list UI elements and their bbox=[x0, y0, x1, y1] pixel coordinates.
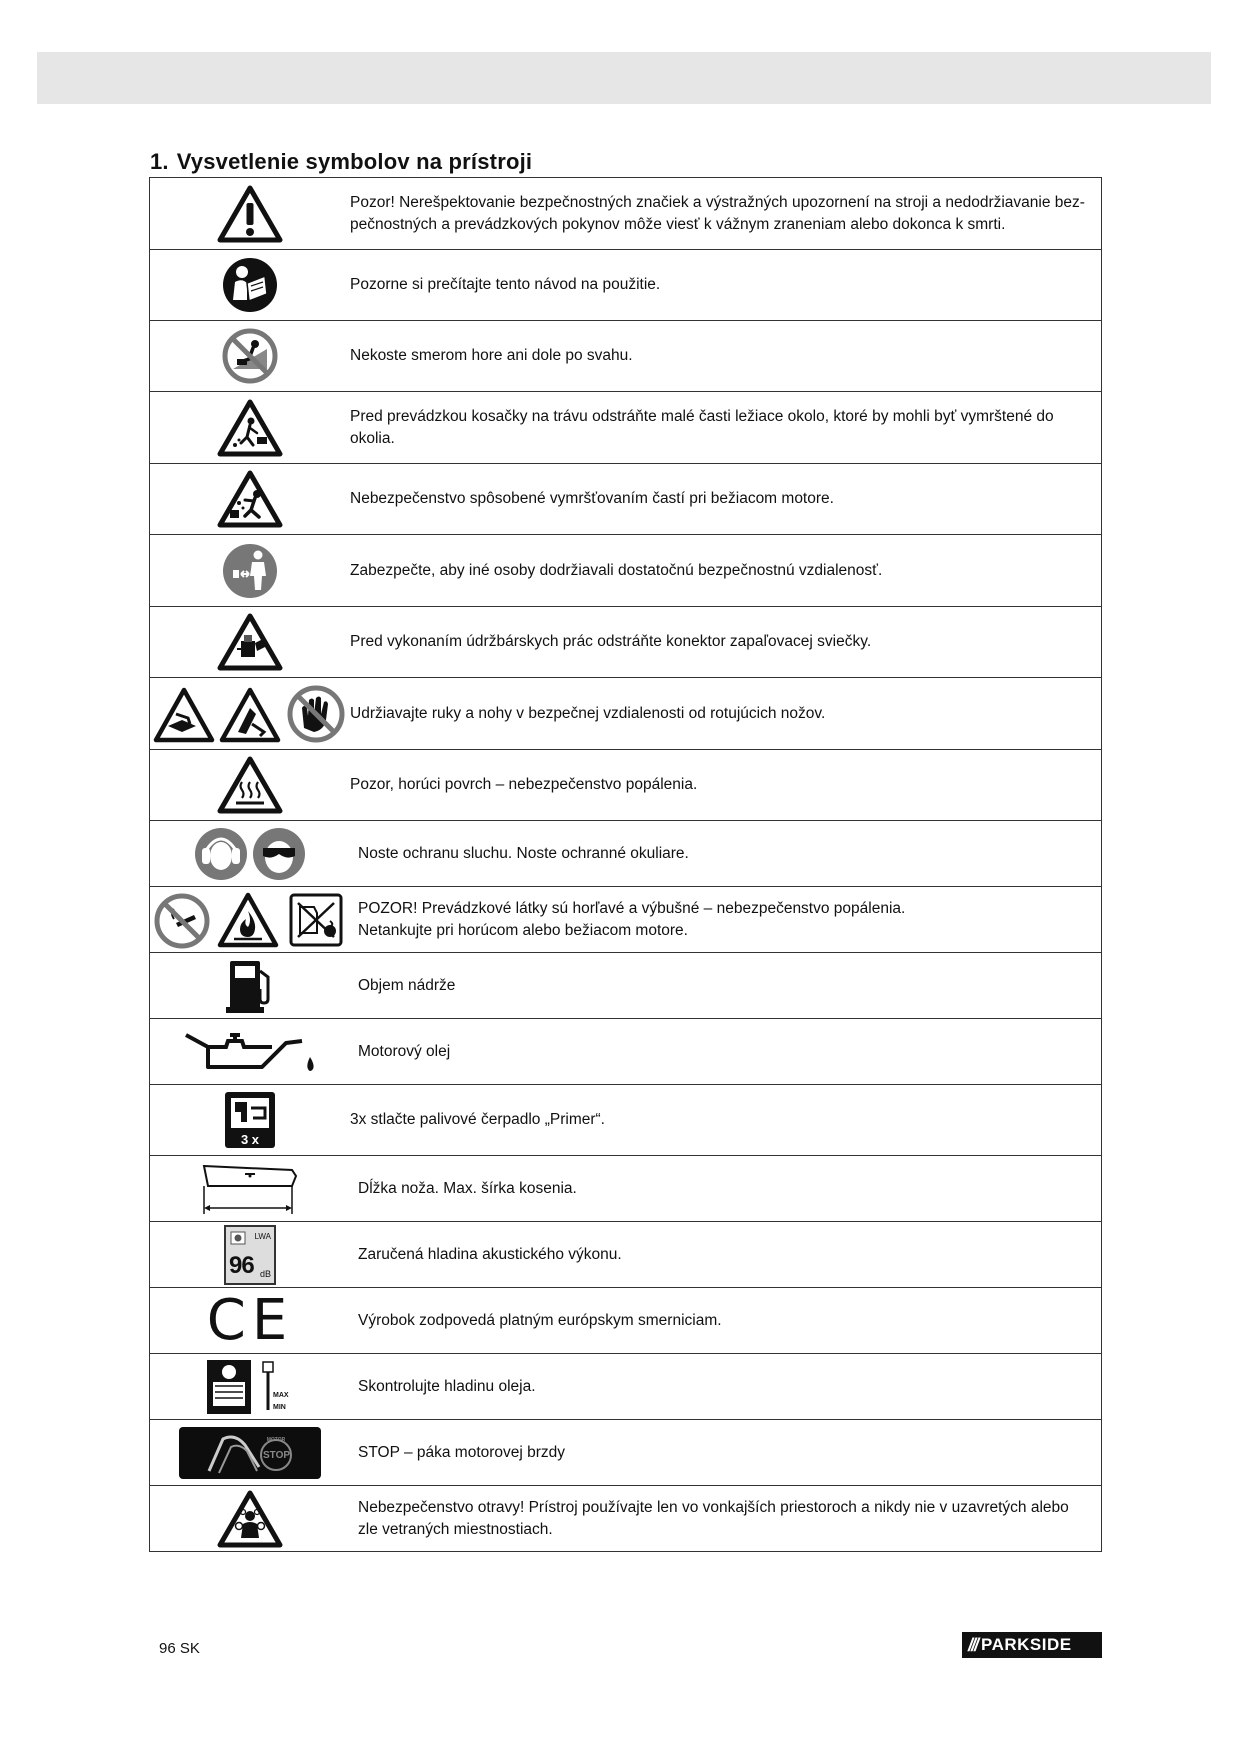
oil-can-icon bbox=[182, 1027, 318, 1077]
section-title: Vysvetlenie symbolov na prístroji bbox=[176, 149, 533, 174]
ear-eye-protection-icons bbox=[190, 826, 310, 882]
row-text: Nebezpečenstvo spôsobené vymršťovaním častí pri bežiacom motore. bbox=[350, 464, 1102, 535]
primer-bulb-icon bbox=[225, 1092, 275, 1132]
row-text: Zabezpečte, aby iné osoby dodržiavali dostatočnú bezpečnostnú vzdialenosť. bbox=[350, 535, 1102, 607]
table-row bbox=[150, 1085, 1102, 1156]
row-text: Noste ochranu sluchu. Noste ochranné okuliare. bbox=[350, 821, 1102, 887]
page-number: 96 SK bbox=[159, 1640, 200, 1657]
thrown-objects-icon bbox=[217, 470, 283, 528]
row-text-second-line: Netankujte pri horúcom alebo bežiacom motore. bbox=[358, 921, 688, 939]
table-row bbox=[150, 1156, 1102, 1222]
table-row bbox=[150, 678, 1102, 750]
logo-brand: PARKSIDE bbox=[981, 1635, 1072, 1654]
table-row bbox=[150, 392, 1102, 464]
table-row bbox=[150, 250, 1102, 321]
oil-min-label: MIN bbox=[273, 1403, 286, 1411]
table-row bbox=[150, 1420, 1102, 1486]
page-heading bbox=[150, 149, 532, 175]
oil-level-icon bbox=[205, 1358, 295, 1416]
no-slope-mowing-icon bbox=[221, 327, 279, 385]
engine-brake-icon bbox=[179, 1427, 321, 1479]
table-row bbox=[150, 607, 1102, 678]
fuel-pump-icon bbox=[222, 957, 278, 1015]
table-row bbox=[150, 887, 1102, 953]
hot-surface-icon bbox=[217, 756, 283, 814]
sound-power-icon bbox=[224, 1225, 276, 1285]
poisoning-icon bbox=[217, 1490, 283, 1548]
keep-distance-icon bbox=[221, 542, 279, 600]
row-text: Skontrolujte hladinu oleja. bbox=[350, 1354, 1102, 1420]
brake-motor-label: MOTOR bbox=[266, 1436, 286, 1443]
sound-power-value: 96 bbox=[229, 1251, 254, 1279]
primer-count-label: 3 x bbox=[240, 1132, 260, 1147]
section-number: 1. bbox=[150, 149, 169, 174]
blade-length-icon bbox=[200, 1162, 300, 1216]
flammable-fuel-icons bbox=[154, 891, 346, 949]
table-row bbox=[150, 821, 1102, 887]
row-text: Nekoste smerom hore ani dole po svahu. bbox=[350, 321, 1102, 392]
row-text: Pred prevádzkou kosačky na trávu odstráňte malé časti ležiace okolo, ktoré by mohli byť vymrštené do okolia. bbox=[350, 392, 1102, 464]
sound-power-unit: dB bbox=[259, 1268, 271, 1279]
row-text: Pozorne si prečítajte tento návod na použitie. bbox=[350, 250, 1102, 321]
table-row bbox=[150, 464, 1102, 535]
row-text: Zaručená hladina akustického výkonu. bbox=[350, 1222, 1102, 1288]
brake-stop-label: STOP bbox=[263, 1449, 291, 1461]
table-row bbox=[150, 1354, 1102, 1420]
table-row bbox=[150, 535, 1102, 607]
row-text: Pozor, horúci povrch – nebezpečenstvo popálenia. bbox=[350, 750, 1102, 821]
spark-plug-icon bbox=[217, 613, 283, 671]
row-text: Pozor! Nerešpektovanie bezpečnostných značiek a výstražných upozornení na stroji a nedodržiavanie bez-pečnostných a prevádzkových pokynov môže viesť k vážnym zraneniam alebo dokonca k smrti. bbox=[350, 178, 1102, 250]
sound-power-symbol: LWA bbox=[254, 1231, 271, 1241]
symbol-table bbox=[149, 177, 1102, 1552]
read-manual-icon bbox=[221, 256, 279, 314]
speaker-icon bbox=[230, 1231, 246, 1245]
row-text: POZOR! Prevádzkové látky sú horľavé a výbušné – nebezpečenstvo popálenia. bbox=[358, 899, 906, 917]
primer-icon bbox=[225, 1092, 275, 1148]
row-text: Dĺžka noža. Max. šírka kosenia. bbox=[350, 1156, 1102, 1222]
ce-mark-icon: CE bbox=[206, 1287, 294, 1353]
row-text: STOP – páka motorovej brzdy bbox=[350, 1420, 1102, 1486]
oil-max-label: MAX bbox=[273, 1391, 289, 1399]
table-row bbox=[150, 1222, 1102, 1288]
brake-lever-graphic bbox=[179, 1427, 321, 1479]
table-row bbox=[150, 953, 1102, 1019]
top-bar bbox=[37, 52, 1211, 104]
logo-stripes: /// bbox=[968, 1634, 978, 1655]
table-row bbox=[150, 1288, 1102, 1354]
warning-triangle-icon bbox=[217, 185, 283, 243]
table-row bbox=[150, 1019, 1102, 1085]
table-row bbox=[150, 321, 1102, 392]
row-text: 3x stlačte palivové čerpadlo „Primer“. bbox=[350, 1085, 1102, 1156]
table-row bbox=[150, 1486, 1102, 1552]
row-text: Nebezpečenstvo otravy! Prístroj používajte len vo vonkajších priestoroch a nikdy nie v uzavretých alebo zle vetraných miestnostiach. bbox=[350, 1486, 1102, 1552]
remove-debris-icon bbox=[217, 399, 283, 457]
row-text: Pred vykonaním údržbárskych prác odstráňte konektor zapaľovacej sviečky. bbox=[350, 607, 1102, 678]
row-text: Udržiavajte ruky a nohy v bezpečnej vzdialenosti od rotujúcich nožov. bbox=[350, 678, 1102, 750]
table-row bbox=[150, 750, 1102, 821]
row-text: Motorový olej bbox=[350, 1019, 1102, 1085]
table-row bbox=[150, 178, 1102, 250]
blade-hazard-icons bbox=[152, 684, 348, 744]
parkside-logo bbox=[962, 1632, 1102, 1658]
row-text: Objem nádrže bbox=[350, 953, 1102, 1019]
row-text: Výrobok zodpovedá platným európskym smerniciam. bbox=[350, 1288, 1102, 1354]
